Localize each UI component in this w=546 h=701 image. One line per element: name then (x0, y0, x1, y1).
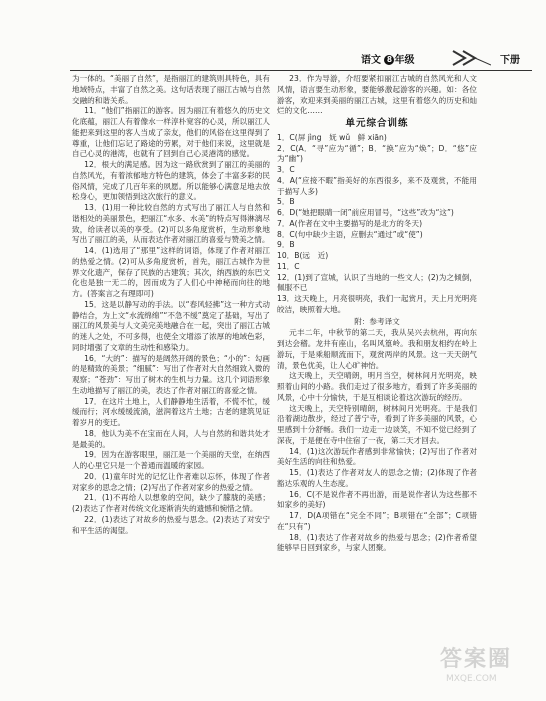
answer-paragraph: 4．A(“应接不暇”指美好的东西很多，来不及观赏，不能用于描写人多) (277, 175, 477, 196)
answer-paragraph: 19．因为在游客眼里，丽江是一个美丽的天堂，在纳西人的心里它只是一个普通而温暖的家园。 (72, 450, 270, 470)
answer-paragraph: 17．在这片土地上，人们静静地生活着，不慌不忙，缓缓而行；河水缓缓流淌，滋润着这片土地；古老的建筑见证着岁月的变迁。 (72, 396, 270, 427)
answer-paragraph: 11．“他们”指丽江的游客。因为丽江有着悠久的历史文化底蕴，丽江人有着像水一样淳朴宽容的心灵，所以丽江人能把来到这里的客人当成了亲友，他们的风俗在这里得到了尊重，让他们忘记了路途的劳累，对于他们来说，这里就是自己心灵的港湾，也就有了回到自己心灵港湾的感觉。 (72, 106, 270, 159)
answer-paragraph: 11．C (277, 261, 300, 271)
header-divider (70, 70, 532, 71)
answer-paragraph: 18．(1)表达了作者对故乡的热爱与思念；(2)作者希望能够早日回到家乡，与家人团聚。 (277, 532, 477, 553)
answer-paragraph: 14．(1)这次游玩作者感到非常愉快；(2)写出了作者对美好生活的向往和热爱。 (277, 446, 477, 467)
answer-paragraph: 这天晚上，天空特别晴朗，树林间月光明亮。于是我们沿着湖边散步，经过了普宁寺，看到了许多美丽的风景，心里感到十分舒畅。我们一边走一边谈笑，不知不觉已经到了深夜，于是便在寺中住宿了一夜，第二天才回去。 (277, 403, 477, 445)
answer-paragraph: 为一体的。“美丽了自然”，是指丽江的建筑则具特色，具有地域特点，丰富了自然之美。这句话表现了丽江古城与自然交融的和谐关系。 (72, 74, 270, 105)
answer-paragraph: 5．B (277, 197, 295, 207)
answer-paragraph: 16．“大的”：描写的是阔然开阔的景色；“小的”：勾画的是精致的美景；“细腻”：写出了作者对大自然细致入微的观察；“苍劲”：写出了树木的生机与力量。这几个词语形象生动地描写了丽江的美，表达了作者对丽江的喜爱之情。 (72, 353, 270, 395)
answer-paragraph: 13．(1)用一种比较自然的方式写出了丽江人与自然和谐相处的美丽景色，把丽江“水多、水美”的特点写得淋漓尽致，给读者以美的享受。(2)可以多角度赏析，生动形象地写出了丽江的美，从而表达作者对丽江的喜爱与赞美之情。 (72, 203, 270, 245)
answer-paragraph: 17．D(A项错在“完全不同”；B项错在“全部”；C项错在“只有”) (277, 511, 477, 531)
answer-paragraph: 12．根大的满足感。因为这一路欣赏到了丽江的美丽的自然风光，有着浓郁地方特色的建筑，体会了丰富多彩的民俗风情，完成了几百年来的夙愿。所以能够心满意足地去放松身心，更加领悟到这次旅行的意义。 (72, 160, 270, 202)
grade-suffix: 年级 (394, 55, 415, 66)
answer-paragraph: 1．C(屏 jìng 妩 wǔ 鲜 xiān) (277, 132, 387, 142)
appendix-label: 附：参考译文 (354, 316, 400, 326)
answer-paragraph: 9．B (277, 240, 295, 250)
answer-paragraph: 14．(1)选用了“那里”这样的词语，体现了作者对丽江的热爱之情。(2)可从多角度赏析，首先，丽江古城作为世界文化遗产，保存了民族的古建筑；其次，纳西族的东巴文化也是独一无二的，因而成为了人们心中神秘而向往的地方。(答案言之有理即可) (72, 246, 270, 298)
watermark-text: 答案圈 (440, 646, 513, 672)
answer-paragraph: 22．(1)表达了对故乡的热爱与思念。(2)表达了对安宁和平生活的渴望。 (72, 514, 270, 535)
answer-paragraph: 10．B(远 近) (277, 251, 329, 260)
answer-paragraph: 这天晚上，天空晴朗，明月当空，树林间月光明亮，映照着山间的小路。我们走过了很多地方，看到了许多美丽的风景，心中十分愉快，于是互相谈论着这次游玩的经历。 (277, 371, 477, 402)
right-column (277, 74, 477, 692)
section-title: 单元综合训练 (345, 118, 409, 129)
answer-paragraph: 2．C(A．“寻”应为“循”；B．“换”应为“焕”；D．“悠”应为“幽”) (277, 143, 477, 164)
watermark-url: MXQE.COM (446, 674, 497, 684)
answer-paragraph: 16．C(不是说作者不再出游，而是说作者认为这些都不如家乡的美好) (277, 489, 477, 510)
left-column (72, 74, 270, 536)
answer-paragraph: 元丰二年，中秋节的第二天，我从吴兴去杭州，再向东到达会稽。龙井有座山，名叫风篁岭。我和朋友相约在岭上游玩，于是乘船顺流而下，观赏两岸的风景。这一天天朗气清，景色优美，让人心旷神怡。 (277, 328, 477, 370)
answer-paragraph: 18．他认为美不在宝而在人间，人与自然的和谐共处才是最美的。 (72, 428, 270, 449)
translation-block (277, 328, 477, 554)
answer-paragraph: 15．(1)表达了作者对友人的思念之情；(2)体现了作者豁达乐观的人生态度。 (277, 468, 477, 488)
answer-paragraph: 3．C (277, 165, 295, 174)
answer-paragraph: 13．这天晚上，月亮很明亮，我们一起赏月，天上月光明亮皎洁，映照着大地。 (277, 294, 477, 314)
answer-paragraph: 20．(1)童年时光的记忆让作者难以忘怀，体现了作者对家乡的思念之情；(2)写出了作者对家乡的热爱之情。 (72, 471, 270, 492)
answer-paragraph: 8．C(句中缺少主语，应删去“通过”或“使”) (277, 229, 423, 239)
header-subject (361, 51, 414, 66)
answer-list (277, 133, 477, 316)
answer-paragraph: 21．(1)不再给人以想象的空间，缺少了朦胧的美感；(2)表达了作者对传统文化逐渐消失的遗憾和惋惜之情。 (72, 493, 270, 513)
right-top-answers (277, 74, 477, 117)
answer-paragraph: 6．D(“她把眼睛一闭”前应用冒号，“这些”改为“这”) (277, 208, 454, 217)
answer-paragraph: 7．A(作者在文中主要描写的是北方的冬天) (277, 218, 423, 228)
answer-paragraph: 12．(1)到了宣城，认识了当地的一些文人；(2)为之倾倒，佩服不已 (277, 272, 477, 293)
header-volume: 下册 (500, 55, 520, 66)
answer-paragraph: 15．这是以静写动的手法。以“春风轻拂”这一种方式动静结合，为上文“水流绵绵”“不急不缓”奠定了基础，写出了丽江的风景美与人文美完美地融合在一起，突出了丽江古城的迷人之处，不可多得，也使全文增添了浓厚的地域色彩，同时增强了文章的生动性和感染力。 (72, 299, 270, 352)
subject-label: 语文 (361, 55, 381, 66)
page-header (0, 0, 546, 72)
double-chevron-icon (451, 50, 491, 66)
grade-number-badge: 8 (384, 55, 394, 65)
watermark-logo (440, 638, 536, 694)
answer-paragraph: 23．作为导游，介绍要紧扣丽江古城的自然风光和人文风情，语言要生动形象，要能够激起游客的兴趣。如：各位游客，欢迎来到美丽的丽江古城，这里有着悠久的历史和灿烂的文化…… (277, 74, 477, 116)
